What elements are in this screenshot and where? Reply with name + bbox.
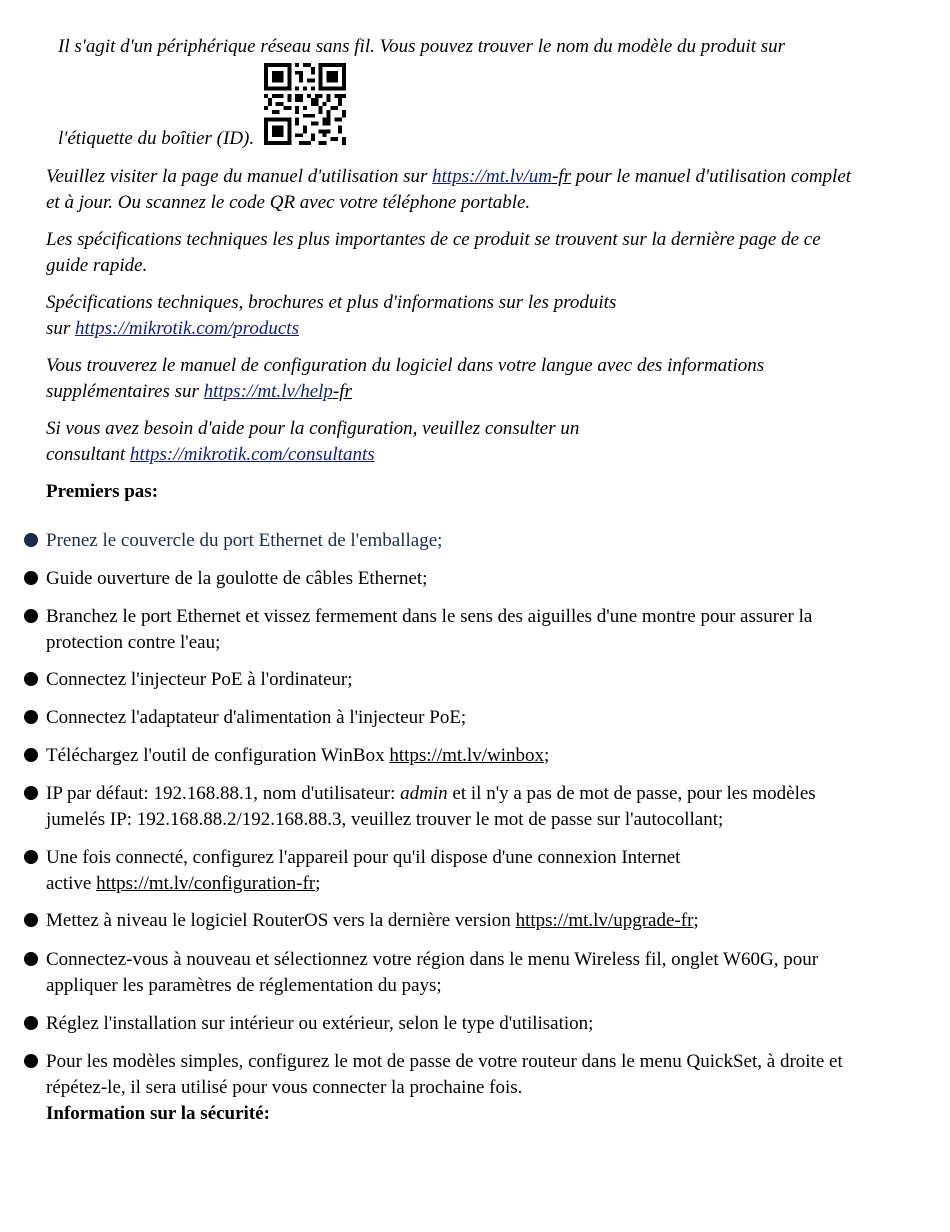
bullet-icon [24, 850, 38, 864]
list-item: Réglez l'installation sur intérieur ou extérieur, selon le type d'utilisation; [46, 1013, 594, 1034]
winbox-link[interactable]: https://mt.lv/winbox [389, 745, 544, 766]
config-text: Vous trouverez le manuel de configuration du logiciel dans votre langue avec des informations [46, 355, 765, 376]
winbox-text: Téléchargez l'outil de configuration WinBox [46, 745, 390, 766]
safety-heading: Information sur la sécurité: [46, 1103, 270, 1124]
bullet-icon [24, 1016, 38, 1030]
specs-paragraph: Les spécifications techniques les plus importantes de ce produit se trouvent sur la dernière page de ce guide rapide. [46, 229, 821, 276]
bullet-icon [24, 748, 38, 762]
list-item: Guide ouverture de la goulotte de câbles Ethernet; [46, 568, 428, 589]
list-item [46, 908, 856, 934]
bullet-icon [24, 952, 38, 966]
punctuation: ; [693, 910, 699, 931]
ip-text-post: et il n'y a pas de mot de passe, pour les modèles jumelés IP: 192.168.88.2/192.168.88.3, veuillez trouver le mot de passe sur l'autocollant; [46, 783, 816, 830]
brochures-sur: sur [46, 318, 76, 339]
list-item: Connectez-vous à nouveau et sélectionnez votre région dans le menu Wireless fil, onglet W60G, pour appliquer les paramètres de réglementation du pays; [46, 949, 819, 996]
manual-text-post: pour le manuel d'utilisation complet et à jour. Ou scannez le code QR avec votre téléphone portable. [46, 166, 852, 213]
upgrade-text: Mettez à niveau le logiciel RouterOS vers la dernière version [46, 910, 516, 931]
products-link[interactable]: https://mikrotik.com/products [75, 318, 299, 339]
bullet-icon [24, 710, 38, 724]
punctuation: ; [543, 745, 550, 766]
bullet-icon [24, 786, 38, 800]
list-item: Branchez le port Ethernet et vissez fermement dans le sens des aiguilles d'une montre pour assurer la protection contre l'eau; [46, 606, 813, 653]
list-item [46, 781, 856, 833]
intro-text-line2: l'étiquette du boîtier (ID). [58, 128, 255, 149]
bullet-icon [24, 571, 38, 585]
manual-paragraph [46, 164, 856, 216]
intro-text-line1: Il s'agit d'un périphérique réseau sans fil. Vous pouvez trouver le nom du modèle du produit sur [58, 36, 786, 57]
brochures-text: Spécifications techniques, brochures et plus d'informations sur les produits [46, 292, 617, 313]
bullet-icon [24, 672, 38, 686]
list-item [46, 845, 856, 897]
consultants-link[interactable]: https://mikrotik.com/consultants [129, 444, 375, 465]
connect-text: Une fois connecté, configurez l'appareil pour qu'il dispose d'une connexion Internet [46, 847, 681, 868]
upgrade-link[interactable]: https://mt.lv/upgrade-fr [515, 910, 694, 931]
bullet-icon [24, 533, 38, 547]
manual-text: Veuillez visiter la page du manuel d'utilisation sur [46, 166, 433, 187]
ip-text: IP par défaut: 192.168.88.1, nom d'utilisateur: [46, 783, 401, 804]
bullet-icon [24, 609, 38, 623]
consultant-text: Si vous avez besoin d'aide pour la configuration, veuillez consulter un [46, 418, 580, 439]
configuration-link[interactable]: https://mt.lv/configuration-fr [96, 873, 316, 894]
config-paragraph [46, 353, 856, 405]
active-word: active [46, 873, 97, 894]
first-steps-heading: Premiers pas: [46, 481, 159, 502]
help-link-suffix[interactable]: -fr [332, 381, 352, 402]
manual-link-suffix[interactable]: -fr [551, 166, 571, 187]
consultant-paragraph [46, 416, 856, 468]
bullet-icon [24, 913, 38, 927]
bullet-icon [24, 1054, 38, 1068]
consultant-word: consultant [46, 444, 130, 465]
qr-code-icon [264, 63, 346, 145]
list-item: Pour les modèles simples, configurez le mot de passe de votre routeur dans le menu QuickSet, à droite et répétez-le, il sera utilisé pour vous connecter la prochaine fois. [46, 1051, 843, 1098]
help-link[interactable]: https://mt.lv/help [203, 381, 333, 402]
brochures-paragraph [46, 290, 856, 342]
list-item: Connectez l'injecteur PoE à l'ordinateur; [46, 669, 353, 690]
punctuation: ; [315, 873, 321, 894]
list-item [46, 743, 856, 769]
list-item: Connectez l'adaptateur d'alimentation à l'injecteur PoE; [46, 707, 467, 728]
manual-link[interactable]: https://mt.lv/um [432, 166, 552, 187]
list-item: Prenez le couvercle du port Ethernet de l'emballage; [46, 530, 443, 551]
config-sur: supplémentaires sur [46, 381, 204, 402]
default-username: admin [400, 783, 448, 804]
